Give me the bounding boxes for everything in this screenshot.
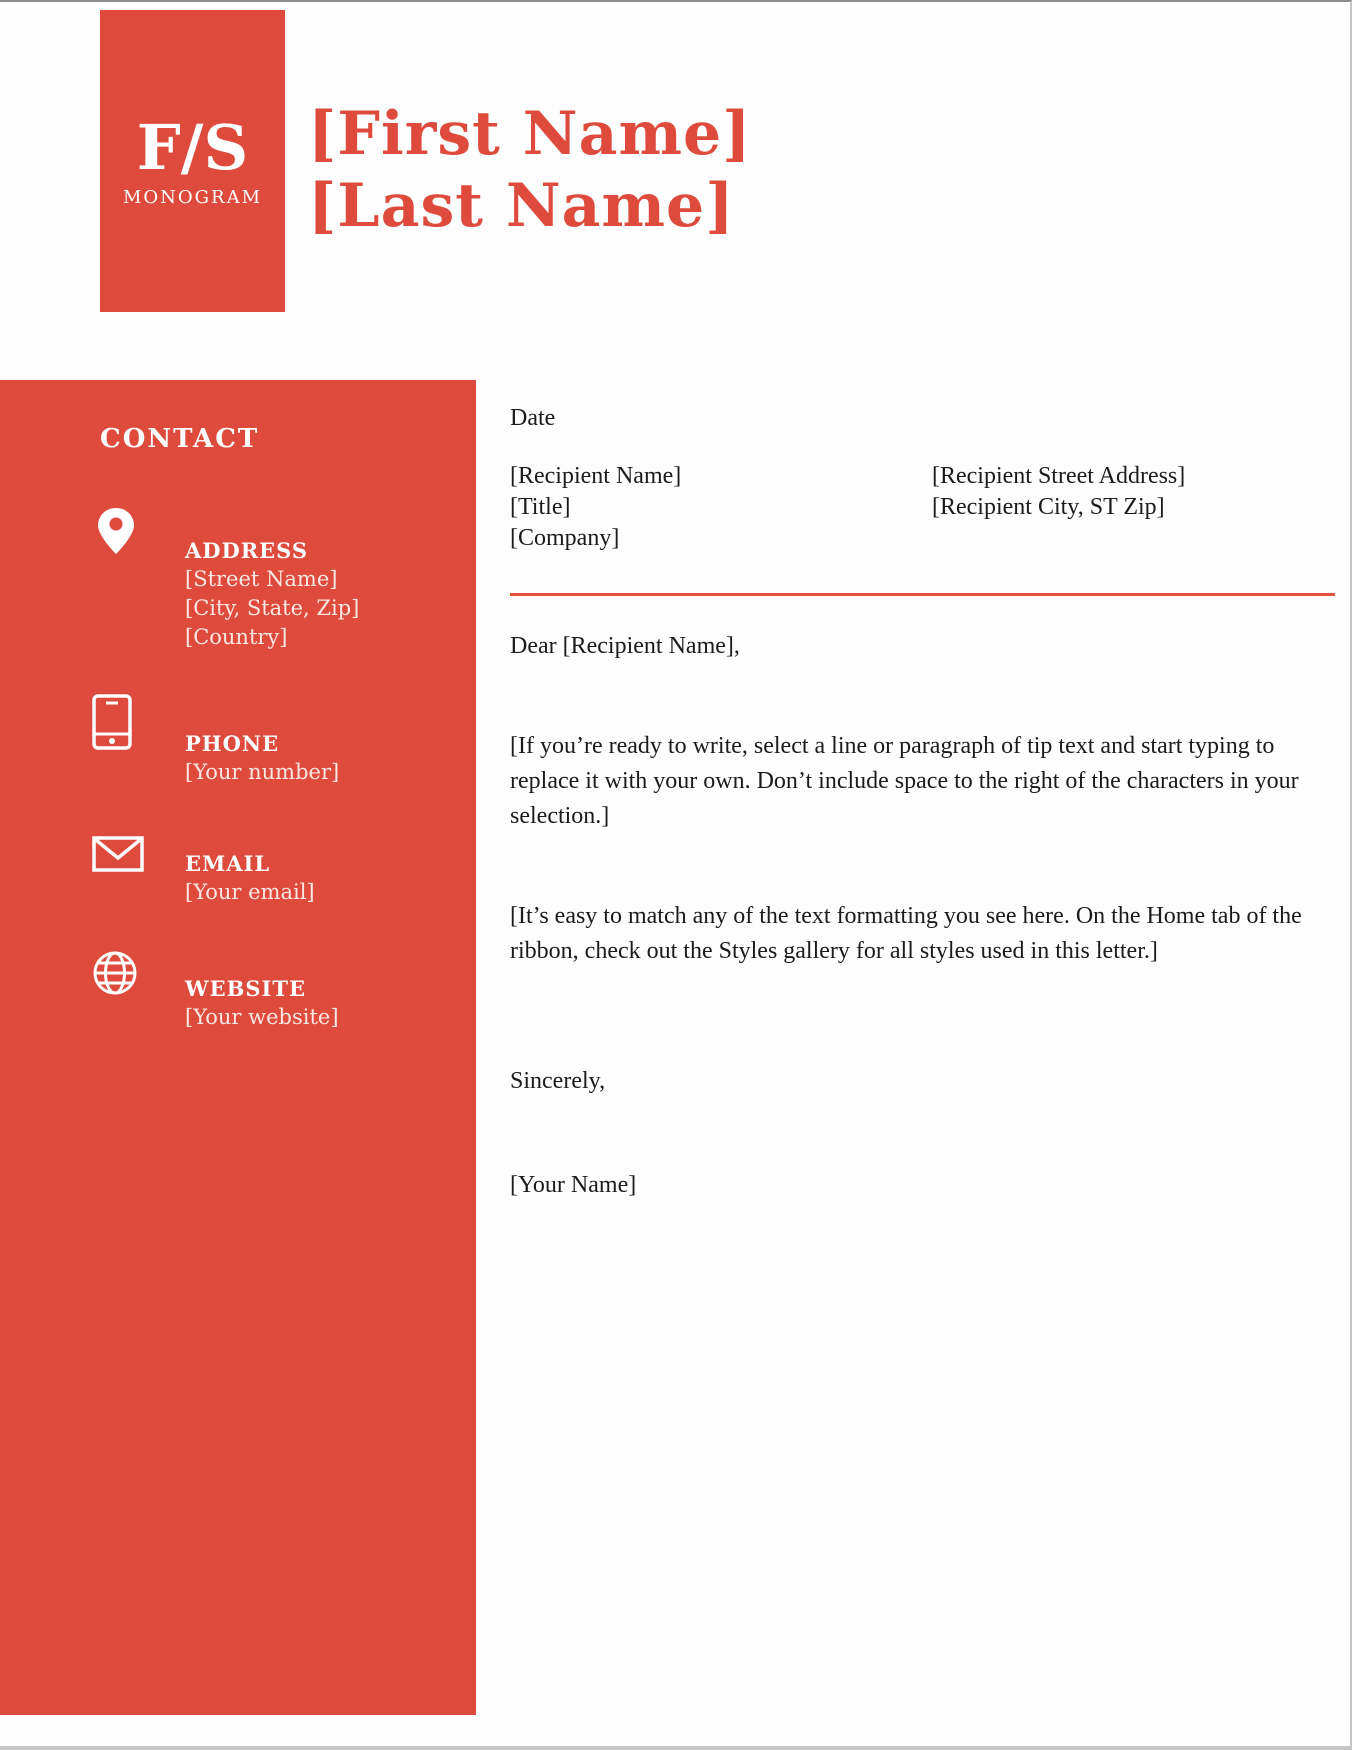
contact-heading: CONTACT <box>100 424 260 454</box>
address-label: ADDRESS <box>185 538 309 563</box>
sidebar-item-phone <box>185 729 339 787</box>
globe-icon <box>92 950 138 996</box>
signature-placeholder[interactable]: [Your Name] <box>510 1172 637 1198</box>
salutation[interactable]: Dear [Recipient Name], <box>510 633 740 659</box>
phone-number-placeholder[interactable]: [Your number] <box>185 760 340 784</box>
email-icon <box>92 836 144 872</box>
phone-label: PHONE <box>185 731 280 756</box>
monogram-label: MONOGRAM <box>122 186 263 208</box>
sidebar-item-website <box>185 974 339 1032</box>
monogram-initials: F/S <box>136 110 249 184</box>
recipient-street-placeholder[interactable]: [Recipient Street Address] <box>932 463 1186 489</box>
recipient-title-placeholder[interactable]: [Title] <box>510 494 571 520</box>
last-name-placeholder[interactable]: [Last Name] <box>308 171 735 241</box>
body-paragraph-1[interactable]: [If you’re ready to write, select a line or paragraph of tip text and start typing to replace it with your own. Don’t include space to the right of the characters in your selection.] <box>510 733 1299 829</box>
sidebar-item-address <box>185 536 359 652</box>
monogram-box <box>100 10 285 312</box>
red-divider-rule <box>510 593 1335 596</box>
contact-sidebar <box>0 380 476 1715</box>
email-label: EMAIL <box>185 851 271 876</box>
city-state-zip-placeholder[interactable]: [City, State, Zip] <box>185 596 360 620</box>
first-name-placeholder[interactable]: [First Name] <box>308 99 752 169</box>
date-placeholder[interactable]: Date <box>510 405 556 431</box>
website-label: WEBSITE <box>185 976 306 1001</box>
recipient-block-right <box>932 461 1185 523</box>
closing-line[interactable]: Sincerely, <box>510 1068 606 1094</box>
street-placeholder[interactable]: [Street Name] <box>185 567 338 591</box>
recipient-city-placeholder[interactable]: [Recipient City, ST Zip] <box>932 494 1165 520</box>
recipient-block-left <box>510 461 681 554</box>
website-placeholder[interactable]: [Your website] <box>185 1005 339 1029</box>
phone-icon <box>92 694 132 750</box>
sidebar-item-email <box>185 849 315 907</box>
recipient-name-placeholder[interactable]: [Recipient Name] <box>510 463 682 489</box>
email-placeholder[interactable]: [Your email] <box>185 880 315 904</box>
page-title <box>308 98 752 242</box>
recipient-company-placeholder[interactable]: [Company] <box>510 525 620 551</box>
country-placeholder[interactable]: [Country] <box>185 625 288 649</box>
location-pin-icon <box>92 506 140 556</box>
page-bottom-edge <box>0 1746 1350 1750</box>
body-paragraph-2[interactable]: [It’s easy to match any of the text formatting you see here. On the Home tab of the ribbon, check out the Styles gallery for all styles used in this letter.] <box>510 903 1302 964</box>
